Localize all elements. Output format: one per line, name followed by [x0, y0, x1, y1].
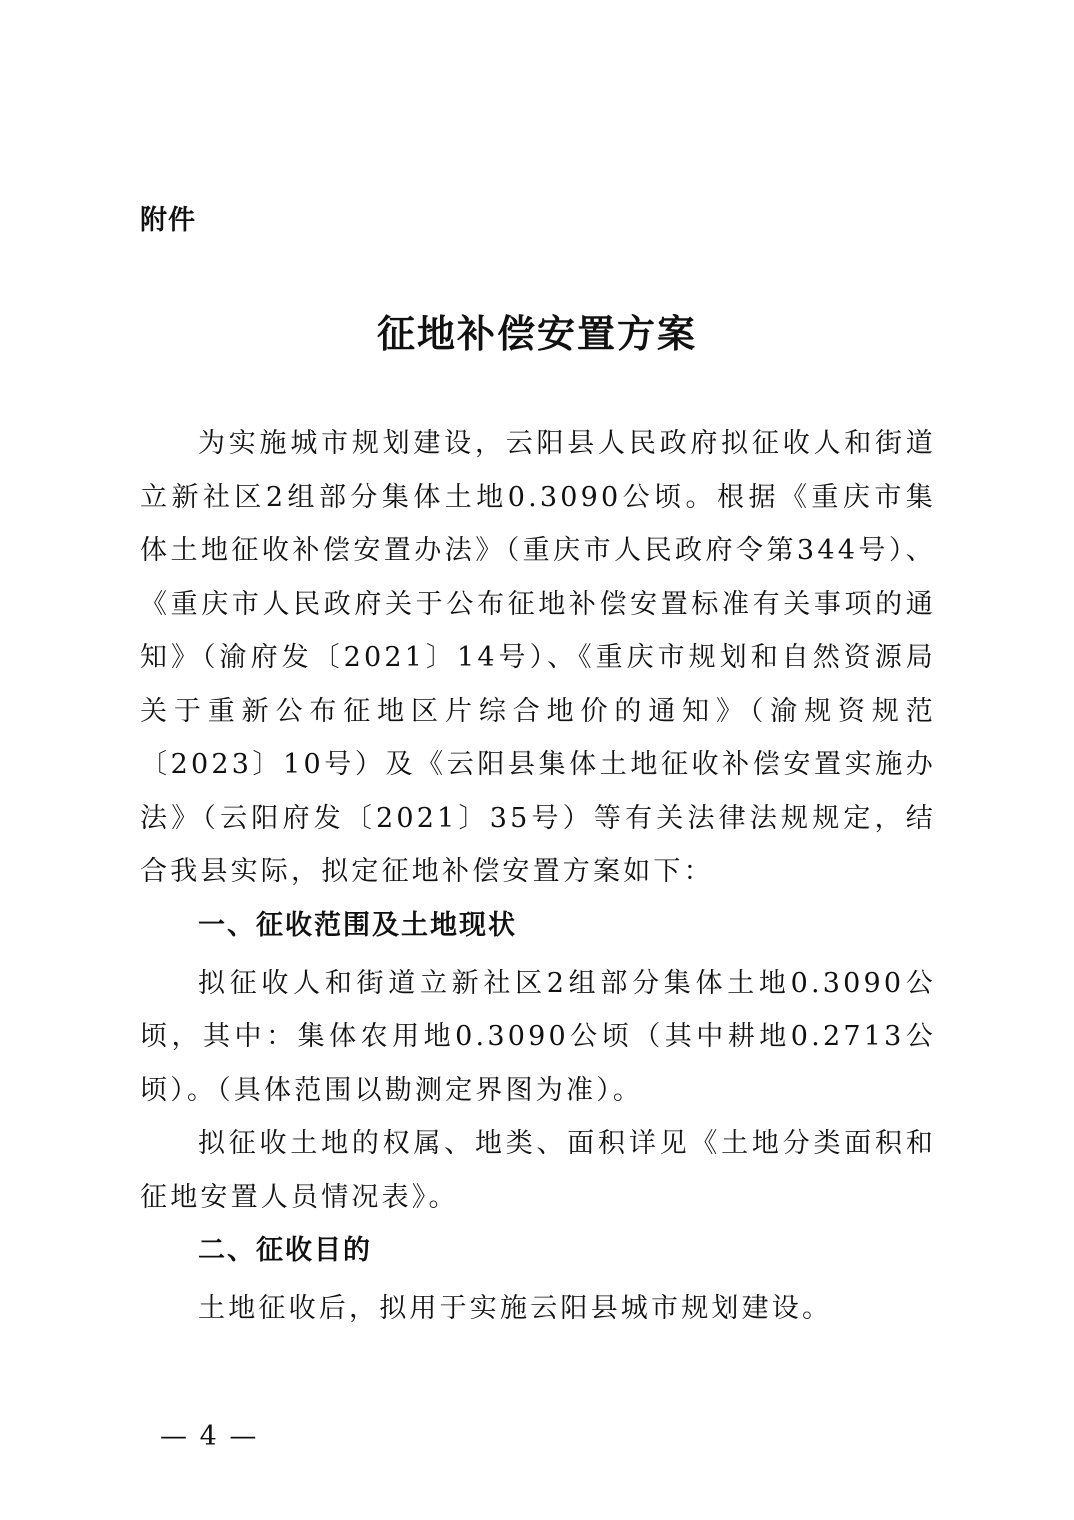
section-heading-scope: 一、征收范围及土地现状	[198, 909, 517, 941]
section-paragraph: 拟征收人和街道立新社区2组部分集体土地0.3090公顷，其中：集体农用地0.3090公顷（其中耕地0.2713公顷）。（具体范围以勘测定界图为准）。	[140, 967, 936, 1106]
document-title: 征地补偿安置方案	[376, 311, 697, 356]
section-paragraph: 土地征收后，拟用于实施云阳县城市规划建设。	[198, 1293, 833, 1324]
intro-paragraph: 为实施城市规划建设，云阳县人民政府拟征收人和街道立新社区2组部分集体土地0.3090公顷。根据《重庆市集体土地征收补偿安置办法》（重庆市人民政府令第344号）、《重庆市人民政府关于公布征地补偿安置标准有关事项的通知》（渝府发〔2021〕14号）、《重庆市规划和自然资源局关于重新公布征地区片综合地价的通知》（渝规资规范〔2023〕10号）及《云阳县集体土地征收补偿安置实施办法》（云阳府发〔2021〕35号）等有关法律法规规定，结合我县实际，拟定征地补偿安置方案如下：	[140, 428, 936, 887]
document-body	[140, 417, 936, 1336]
section-paragraph: 拟征收土地的权属、地类、面积详见《土地分类面积和征地安置人员情况表》。	[140, 1128, 936, 1213]
page-number: — 4 —	[160, 1421, 259, 1452]
attachment-label: 附件	[140, 205, 196, 236]
section-heading-purpose: 二、征收目的	[198, 1235, 372, 1266]
